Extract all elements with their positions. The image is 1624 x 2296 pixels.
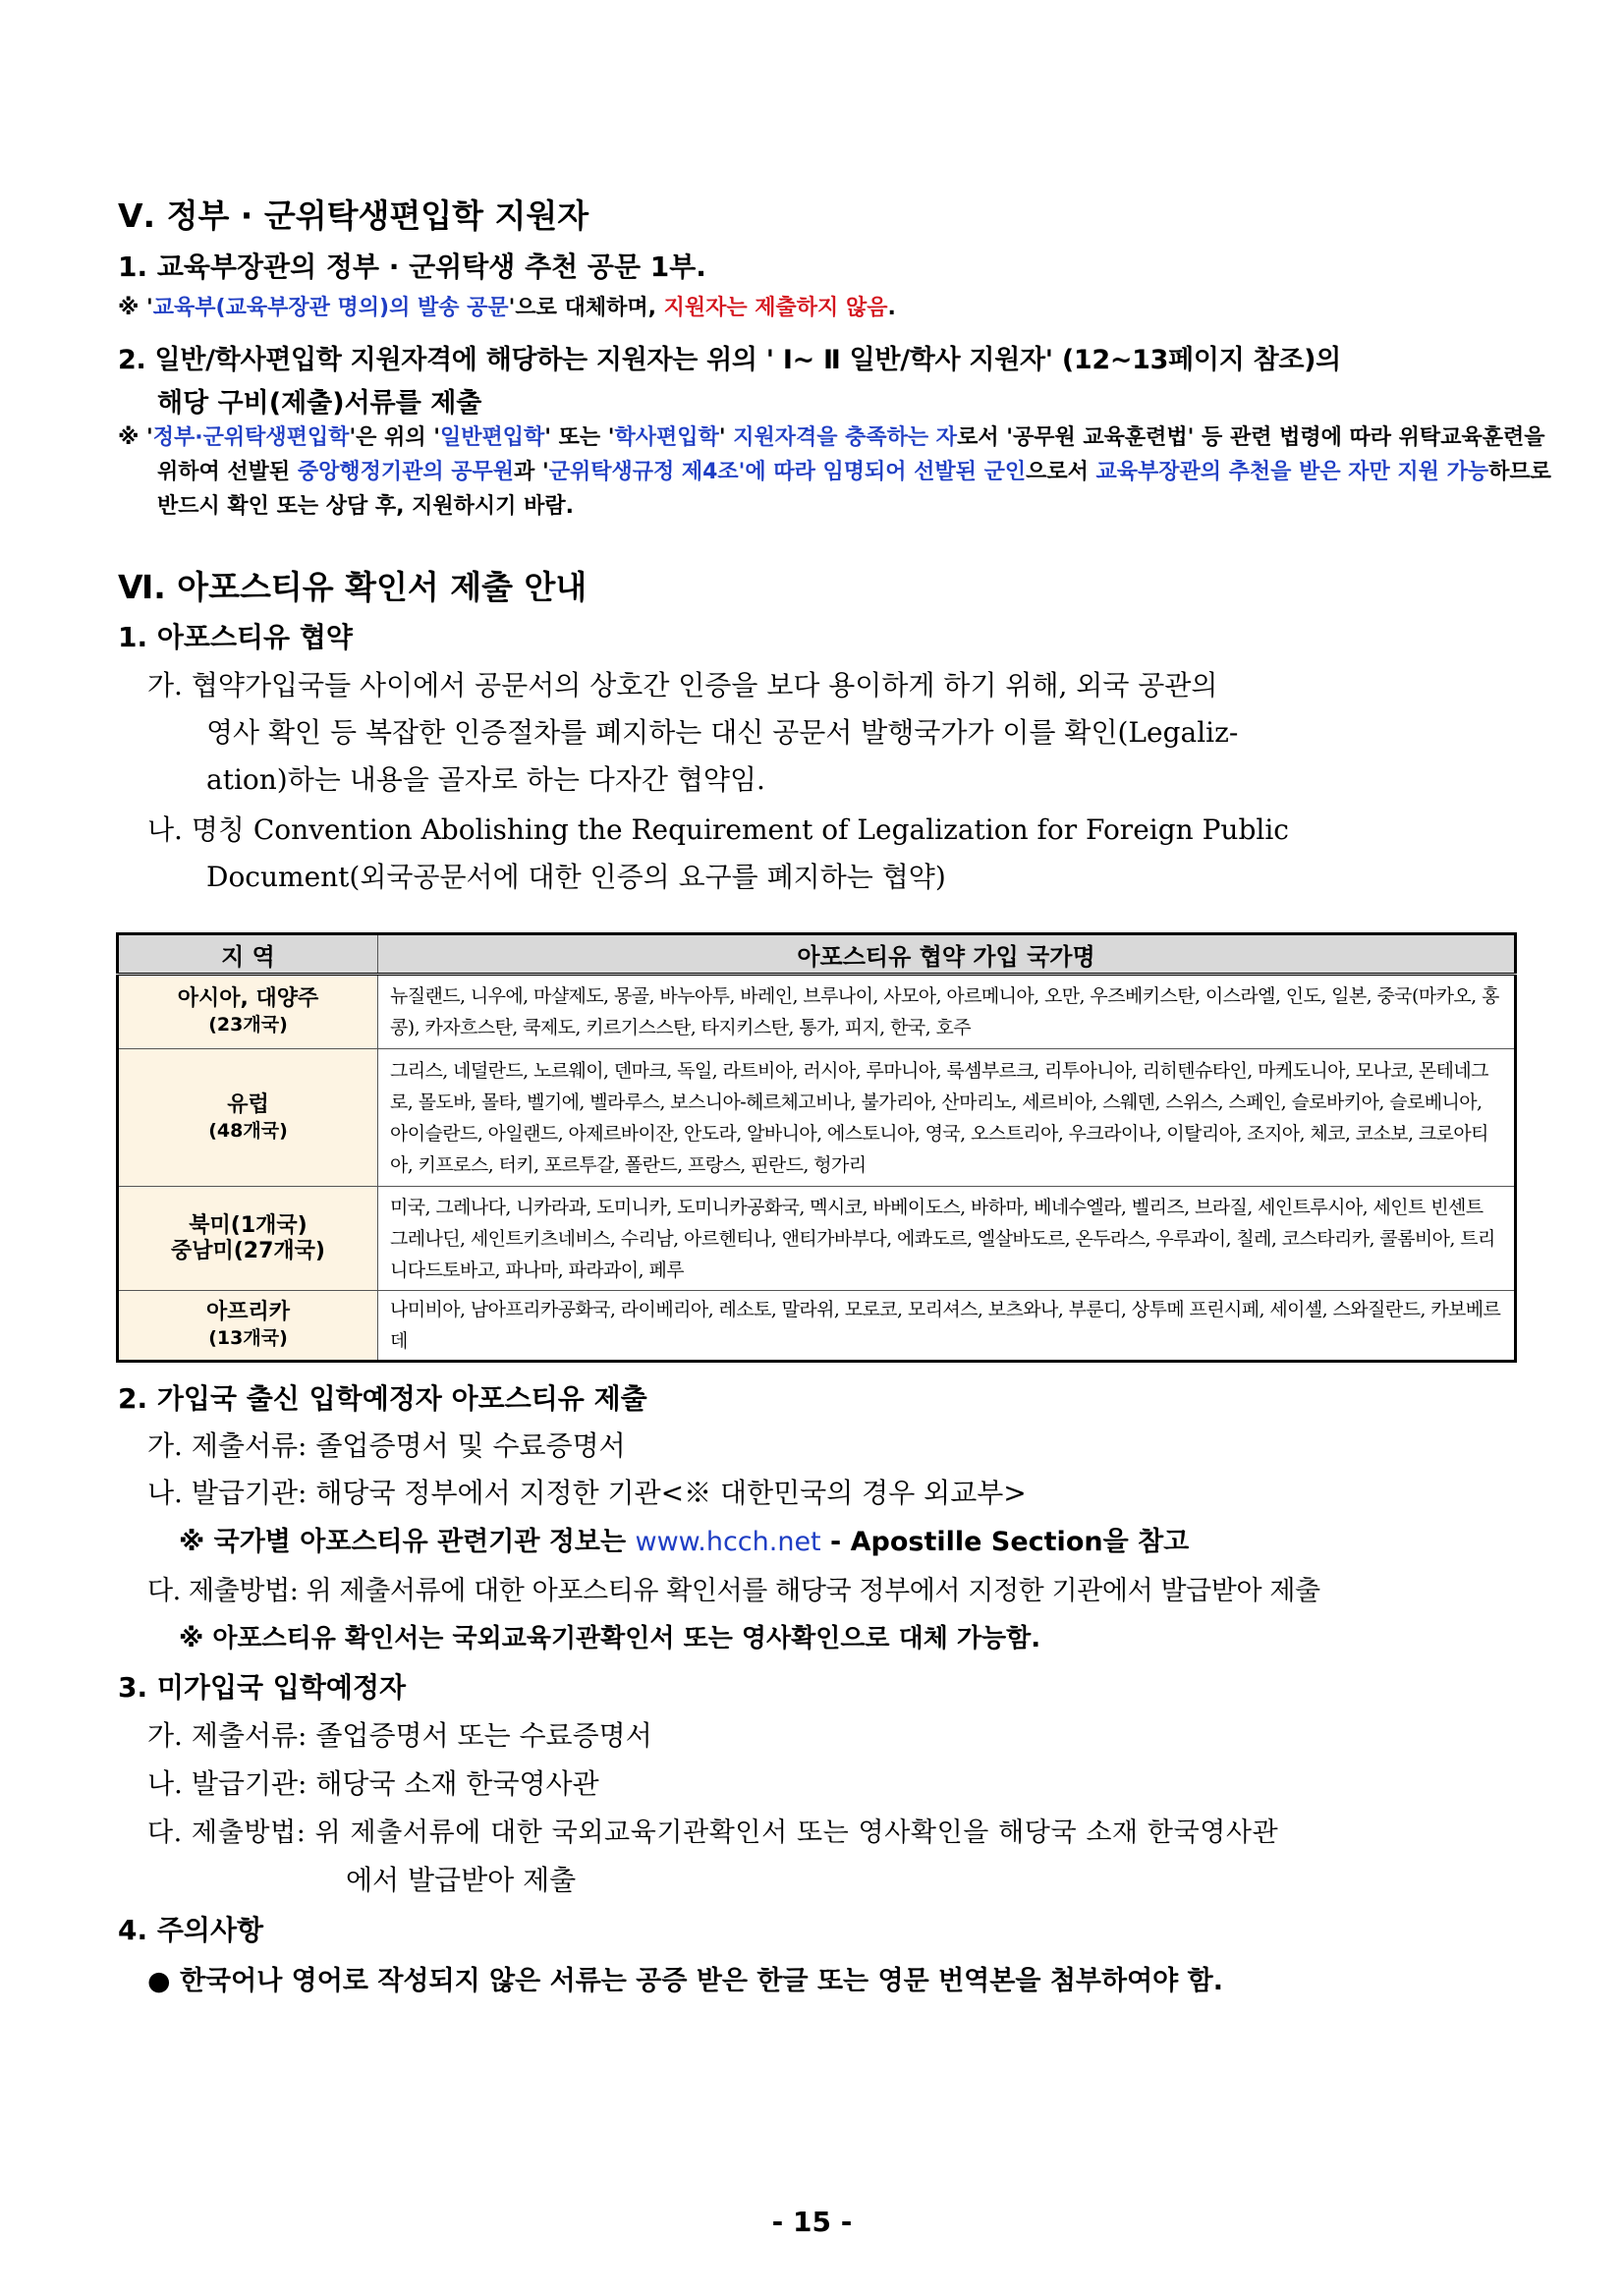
s5-note-1d: 지원자는 제출하지 않음 — [663, 296, 888, 320]
note-suffix: - Apostille Section을 참고 — [820, 1527, 1190, 1557]
countries-cell: 뉴질랜드, 니우에, 마샬제도, 몽골, 바누아투, 바레인, 브루나이, 사모아, 아르메니아, 오만, 우즈베키스탄, 이스라엘, 인도, 일본, 중국(마카오, 홍콩), 카자흐스탄, 쿡제도, 키르기스스탄, 타지키스탄, 통가, 피지, 한국, 호주 — [378, 975, 1516, 1049]
table-row — [118, 1291, 1516, 1362]
note-prefix: ※ 국가별 아포스티유 관련기관 정보는 — [179, 1527, 636, 1557]
s6-item-1: 1. 아포스티유 협약 — [118, 621, 353, 653]
countries-cell: 나미비아, 남아프리카공화국, 라이베리아, 레소토, 말라위, 모로코, 모리셔스, 보츠와나, 부룬디, 상투메 프린시페, 세이셸, 스와질란드, 카보베르데 — [378, 1291, 1516, 1362]
s5-note-2 — [118, 420, 1552, 524]
region-name: 북미(1개국) — [189, 1212, 308, 1238]
region-count: (13개국) — [208, 1327, 288, 1349]
s5-note-1 — [118, 291, 896, 321]
s5-note-2-segment: '은 위의 ' — [349, 425, 440, 450]
s6-item-3-na: 나. 발급기관: 해당국 소재 한국영사관 — [147, 1767, 599, 1800]
s6-item-2-da: 다. 제출방법: 위 제출서류에 대한 아포스티유 확인서를 해당국 정부에서 지정한 기관에서 발급받아 제출 — [147, 1576, 1320, 1606]
s6-item-2-note2: ※ 아포스티유 확인서는 국외교육기관확인서 또는 영사확인으로 대체 가능함. — [179, 1624, 1041, 1653]
region-cell — [118, 1187, 378, 1291]
region-name: 아시아, 대양주 — [177, 986, 319, 1011]
s6-na-line1: 나. 명칭 Convention Abolishing the Requirement of Legalization for Foreign Public — [147, 813, 1289, 846]
s5-item-1: 1. 교육부장관의 정부 · 군위탁생 추천 공문 1부. — [118, 251, 706, 283]
countries-cell: 미국, 그레나다, 니카라과, 도미니카, 도미니카공화국, 멕시코, 바베이도스, 바하마, 베네수엘라, 벨리즈, 브라질, 세인트루시아, 세인트 빈센트 그레나딘, 세인트키츠네비스, 수리남, 아르헨티나, 앤티가바부다, 에콰도르, 엘살바도르, 온두라스, 우루과이, 칠레, 코스타리카, 콜롬비아, 트리니다드토바고, 파나마, 파라과이, 페루 — [378, 1187, 1516, 1291]
region-cell — [118, 1291, 378, 1362]
s6-item-3-da-line2: 에서 발급받아 제출 — [346, 1864, 577, 1896]
s5-note-2-segment: 지원자격을 충족하는 자 — [733, 425, 958, 450]
s5-note-2-segment: 교육부장관의 추천을 받은 자만 지원 가능 — [1095, 460, 1489, 484]
s6-item-4: 4. 주의사항 — [118, 1914, 264, 1946]
s5-note-2-segment: 하므로 반드시 확인 또는 상담 후, 지원하시기 바람. — [157, 460, 1551, 519]
s5-note-2-segment: ' 또는 ' — [544, 425, 615, 450]
s6-item-3-da-line1: 다. 제출방법: 위 제출서류에 대한 국외교육기관확인서 또는 영사확인을 해당국 소재 한국영사관 — [147, 1818, 1279, 1848]
s5-note-1a: ※ ' — [118, 296, 153, 320]
table-row — [118, 975, 1516, 1049]
s5-note-1e: . — [887, 296, 896, 320]
s6-ga-line3: ation)하는 내용을 골자로 하는 다자간 협약임. — [206, 763, 765, 796]
header-countries: 아포스티유 협약 가입 국가명 — [378, 934, 1516, 975]
s5-note-2-segment: 중앙행정기관의 공무원 — [297, 460, 515, 484]
s6-item-3: 3. 미가입국 입학예정자 — [118, 1671, 407, 1704]
region-cell — [118, 975, 378, 1049]
region-name: 유럽 — [227, 1092, 269, 1117]
region-count: 중남미(27개국) — [171, 1238, 325, 1263]
s5-note-2-segment: 로서 '공무원 교육훈련법' 등 관련 법령에 따라 위탁교육훈련을 위하여 선발된 — [157, 425, 1545, 484]
region-count: (48개국) — [208, 1119, 288, 1142]
hcch-link[interactable]: www.hcch.net — [635, 1527, 821, 1557]
section-vi-title: Ⅵ. 아포스티유 확인서 제출 안내 — [118, 568, 588, 606]
s5-note-2-segment: ※ ' — [118, 425, 153, 450]
s5-note-1c: '으로 대체하며, — [508, 296, 664, 320]
section-v-title: Ⅴ. 정부 · 군위탁생편입학 지원자 — [118, 196, 589, 235]
s6-item-4-bullet: ● 한국어나 영어로 작성되지 않은 서류는 공증 받은 한글 또는 영문 번역본을 첨부하여야 함. — [147, 1966, 1223, 1996]
table-row — [118, 1187, 1516, 1291]
countries-cell: 그리스, 네덜란드, 노르웨이, 덴마크, 독일, 라트비아, 러시아, 루마니아, 룩셈부르크, 리투아니아, 리히텐슈타인, 마케도니아, 모나코, 몬테네그로, 몰도바, 몰타, 벨기에, 벨라루스, 보스니아-헤르체고비나, 불가리아, 산마리노, 세르비아, 스웨덴, 스위스, 스페인, 슬로바키아, 슬로베니아, 아이슬란드, 아일랜드, 아제르바이잔, 안도라, 알바니아, 에스토니아, 영국, 오스트리아, 우크라이나, 이탈리아, 조지아, 체코, 코소보, 크로아티아, 키프로스, 터키, 포르투갈, 폴란드, 프랑스, 핀란드, 헝가리 — [378, 1049, 1516, 1187]
s5-note-1b: 교육부(교육부장관 명의)의 발송 공문 — [152, 296, 509, 320]
s6-item-2: 2. 가입국 출신 입학예정자 아포스티유 제출 — [118, 1382, 647, 1415]
table-row — [118, 1049, 1516, 1187]
s5-note-2-segment: 과 ' — [514, 460, 549, 484]
s6-na-line2: Document(외국공문서에 대한 인증의 요구를 폐지하는 협약) — [206, 861, 946, 893]
region-cell — [118, 1049, 378, 1187]
s6-ga-line2: 영사 확인 등 복잡한 인증절차를 폐지하는 대신 공문서 발행국가가 이를 확인(Legaliz- — [206, 716, 1239, 749]
s5-note-2-segment: ' — [718, 425, 734, 450]
s6-item-2-note — [179, 1520, 1189, 1558]
header-region: 지 역 — [118, 934, 378, 975]
table-header-row — [118, 934, 1516, 975]
s5-item-2-line1: 2. 일반/학사편입학 지원자격에 해당하는 지원자는 위의 ' Ⅰ~ Ⅱ 일반/학사 지원자' (12~13페이지 참조)의 — [118, 345, 1341, 375]
s5-note-2-segment: 정부·군위탁생편입학 — [152, 425, 350, 450]
s6-item-2-na: 나. 발급기관: 해당국 정부에서 지정한 기관<※ 대한민국의 경우 외교부> — [147, 1477, 1027, 1509]
s5-note-2-segment: 으로서 — [1026, 460, 1096, 484]
region-name: 아프리카 — [205, 1300, 290, 1324]
page-number: - 15 - — [771, 2206, 853, 2238]
s6-item-2-ga: 가. 제출서류: 졸업증명서 및 수료증명서 — [147, 1429, 626, 1462]
s5-item-2-line2: 해당 구비(제출)서류를 제출 — [157, 388, 482, 419]
s5-note-2-segment: 일반편입학 — [439, 425, 545, 450]
apostille-member-table — [116, 932, 1517, 1363]
s5-note-2-segment: 군위탁생규정 제4조'에 따라 임명되어 선발된 군인 — [548, 460, 1027, 484]
s6-ga-line1: 가. 협약가입국들 사이에서 공문서의 상호간 인증을 보다 용이하게 하기 위해, 외국 공관의 — [147, 669, 1218, 701]
region-count: (23개국) — [208, 1014, 288, 1036]
s6-item-3-ga: 가. 제출서류: 졸업증명서 또는 수료증명서 — [147, 1719, 652, 1752]
s5-note-2-segment: 학사편입학 — [614, 425, 719, 450]
